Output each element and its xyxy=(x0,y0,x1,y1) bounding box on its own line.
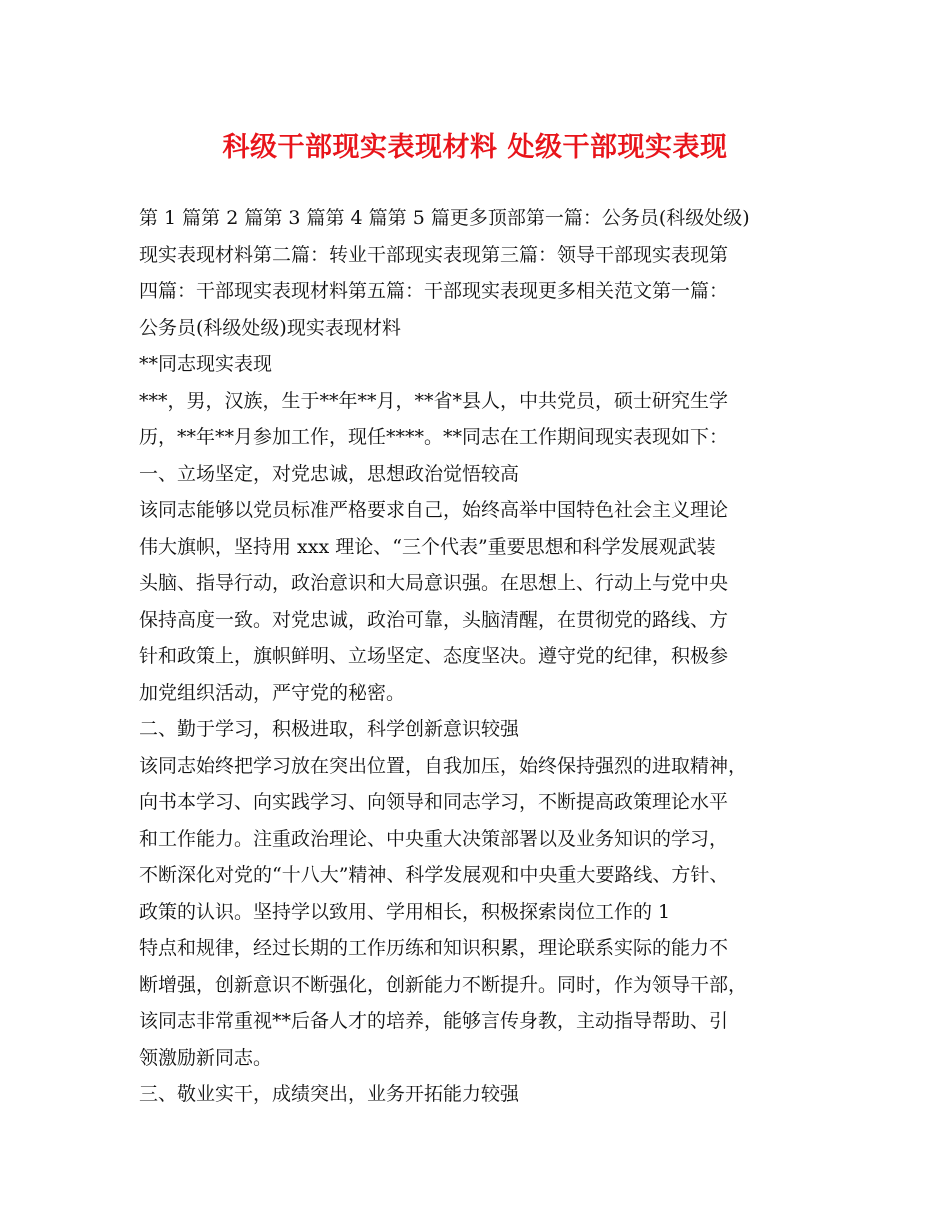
body-line: 头脑、指导行动，政治意识和大局意识强。在思想上、行动上与党中央 xyxy=(139,572,729,594)
body-line: 政策的认识。坚持学以致用、学用相长，积极探索岗位工作的 1 xyxy=(139,900,671,923)
section-heading: 一、立场坚定，对党忠诚，思想政治觉悟较高 xyxy=(139,462,520,485)
body-line: 向书本学习、向实践学习、向领导和同志学习，不断提高政策理论水平 xyxy=(139,791,729,813)
body-line: 特点和规律，经过长期的工作历练和知识积累，理论联系实际的能力不 xyxy=(139,937,729,959)
body-line: ***，男，汉族，生于**年**月，**省*县人，中共党员，硕士研究生学 xyxy=(139,389,729,412)
section-heading: **同志现实表现 xyxy=(139,353,273,375)
section-heading: 三、敬业实干，成绩突出，业务开拓能力较强 xyxy=(139,1083,520,1105)
body-line: 加党组织活动，严守党的秘密。 xyxy=(139,681,406,704)
body-line: 现实表现材料第二篇：转业干部现实表现第三篇：领导干部现实表现第 xyxy=(139,243,729,266)
body-line: 不断深化对党的“十八大”精神、科学发展观和中央重大要路线、方针、 xyxy=(139,864,729,886)
body-line: 伟大旗帜，坚持用 xxx 理论、“三个代表”重要思想和科学发展观武装 xyxy=(139,535,716,558)
body-line: 公务员(科级处级)现实表现材料 xyxy=(139,316,401,339)
body-line: 该同志非常重视**后备人才的培养，能够言传身教，主动指导帮助、引 xyxy=(139,1010,729,1032)
body-line: 四篇：干部现实表现材料第五篇：干部现实表现更多相关范文第一篇： xyxy=(139,280,729,302)
body-line: 保持高度一致。对党忠诚，政治可靠，头脑清醒，在贯彻党的路线、方 xyxy=(139,608,729,631)
document-body xyxy=(139,200,829,1113)
body-line: 领激励新同志。 xyxy=(139,1046,273,1069)
body-line: 第 1 篇第 2 篇第 3 篇第 4 篇第 5 篇更多顶部第一篇：公务员(科级处级) xyxy=(139,207,750,229)
section-heading: 二、勤于学习，积极进取，科学创新意识较强 xyxy=(139,718,520,740)
body-line: 该同志始终把学习放在突出位置，自我加压，始终保持强烈的进取精神， xyxy=(139,754,748,777)
body-line: 该同志能够以党员标准严格要求自己，始终高举中国特色社会主义理论 xyxy=(139,499,729,521)
body-line: 历，**年**月参加工作，现任****。**同志在工作期间现实表现如下： xyxy=(139,426,729,448)
body-line: 和工作能力。注重政治理论、中央重大决策部署以及业务知识的学习， xyxy=(139,827,729,850)
body-line: 断增强，创新意识不断强化，创新能力不断提升。同时，作为领导干部， xyxy=(139,973,748,996)
page-title: 科级干部现实表现材料 处级干部现实表现 xyxy=(222,132,728,163)
body-line: 针和政策上，旗帜鲜明、立场坚定、态度坚决。遵守党的纪律，积极参 xyxy=(139,645,729,667)
